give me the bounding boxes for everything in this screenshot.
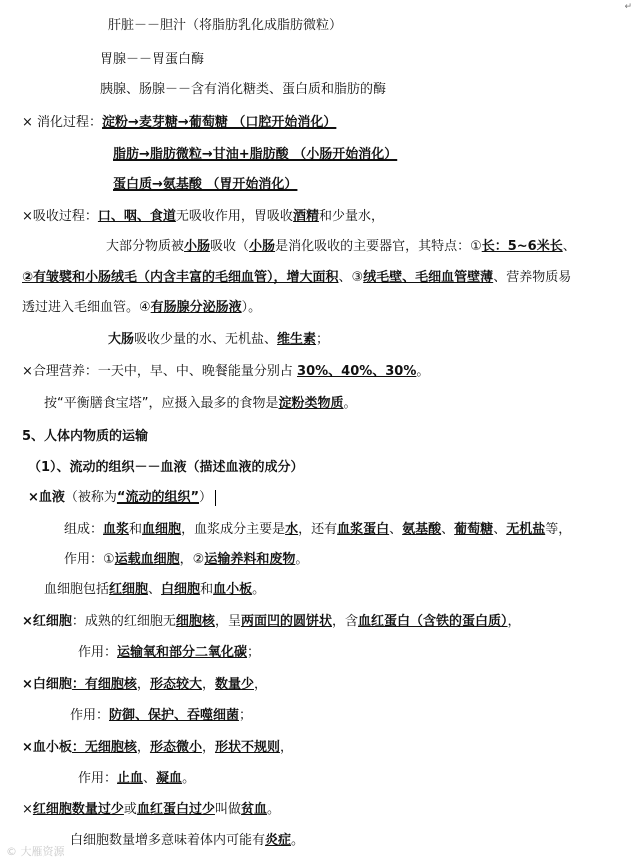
text-run: 脂肪→脂肪微粒→甘油+脂肪酸 （小肠开始消化） <box>113 147 398 162</box>
text-run: ，呈 <box>214 614 241 629</box>
text-run: 胃腺－－胃蛋白酶 <box>100 52 205 67</box>
text-run: 运载血细胞 <box>114 552 180 567</box>
text-line <box>78 769 195 789</box>
text-run: 维生素 <box>277 332 317 347</box>
text-run: ×合理营养：一天中，早、中、晚餐能量分别占 <box>22 364 298 379</box>
text-run: 蛋白质→氨基酸 （胃开始消化） <box>113 177 298 192</box>
text-run: 白细胞数量增多意味着体内可能有 <box>70 833 266 848</box>
text-run: ； <box>239 708 253 723</box>
text-run: 30%、40%、30% <box>297 364 417 379</box>
text-run: 和少量水， <box>318 209 384 224</box>
text-run: 形状不规则 <box>214 740 280 755</box>
text-run: 淀粉→麦芽糖→葡萄糖 （口腔开始消化） <box>102 115 337 130</box>
text-line <box>22 298 261 318</box>
text-line <box>108 330 329 350</box>
text-run: ， <box>201 740 215 755</box>
text-run: （被称为 <box>64 490 117 505</box>
text-run: 炎症 <box>265 833 292 848</box>
text-run: 淀粉类物质 <box>278 396 344 411</box>
text-run: 。 <box>295 552 309 567</box>
text-run: 血红蛋白（含铁的蛋白质） <box>357 614 508 629</box>
text-run: 红细胞 <box>109 582 149 597</box>
text-run: 氨基酸 <box>402 522 442 537</box>
text-run: 、营养物质易 <box>493 270 572 285</box>
text-run: 5、人体内物质的运输 <box>22 429 149 444</box>
text-run: ， <box>136 677 150 692</box>
text-run: 绒毛壁、毛细血管壁薄 <box>363 270 494 285</box>
text-line <box>100 80 386 100</box>
text-run: “流动的组织” <box>116 490 200 505</box>
text-run: 、 <box>143 771 157 786</box>
text-run: ：成熟的红细胞无 <box>71 614 176 629</box>
text-run: 水 <box>285 522 299 537</box>
text-run: 、③ <box>338 270 364 285</box>
text-run: 和 <box>200 582 214 597</box>
text-line <box>106 237 576 257</box>
text-run: 。 <box>291 833 305 848</box>
text-run: 。 <box>266 802 280 817</box>
text-run: 。 <box>416 364 430 379</box>
text-line <box>22 268 571 288</box>
text-run: ， <box>201 677 215 692</box>
text-run: 作用： <box>78 645 118 660</box>
text-run: 无机盐 <box>506 522 546 537</box>
text-run: ，血浆成分主要是 <box>181 522 286 537</box>
text-line <box>64 520 571 540</box>
text-run: 血浆蛋白 <box>337 522 390 537</box>
text-run: 白细胞 <box>161 582 201 597</box>
text-line <box>78 643 260 663</box>
text-run: 作用：① <box>64 552 115 567</box>
text-line <box>22 800 280 820</box>
text-run: ） <box>199 490 213 505</box>
text-run: 细胞核 <box>175 614 215 629</box>
text-run: ， <box>279 740 293 755</box>
text-run: 、 <box>441 522 455 537</box>
text-run: ×白细胞 <box>22 677 72 692</box>
text-line <box>64 550 308 570</box>
text-run: ； <box>247 645 261 660</box>
text-run: 叫做 <box>214 802 241 817</box>
text-run: （1）、流动的组织－－血液（描述血液的成分） <box>28 460 304 475</box>
text-run: 等， <box>545 522 572 537</box>
text-run: ：有细胞核 <box>71 677 137 692</box>
text-line <box>44 394 357 414</box>
text-run: 组成： <box>64 522 104 537</box>
text-run: ②有皱襞和小肠绒毛（内含丰富的毛细血管），增大面积 <box>22 270 339 285</box>
text-line <box>70 831 304 851</box>
text-cursor <box>215 490 216 506</box>
text-line <box>28 458 304 478</box>
text-line <box>22 612 521 632</box>
text-run: 、 <box>493 522 507 537</box>
text-run: 、 <box>389 522 403 537</box>
text-run: 或 <box>123 802 137 817</box>
text-run: 止血 <box>117 771 144 786</box>
text-run: ）。 <box>241 300 262 315</box>
text-run: 血小板 <box>213 582 253 597</box>
text-line <box>22 738 293 758</box>
text-run: ，② <box>179 552 205 567</box>
text-run: 贫血 <box>240 802 267 817</box>
text-run: 胰腺、肠腺－－含有消化糖类、蛋白质和脂肪的酶 <box>100 82 387 97</box>
text-line <box>22 113 336 133</box>
text-run: 形态微小 <box>149 740 202 755</box>
text-run: ×红细胞 <box>22 614 72 629</box>
text-run: 有肠腺分泌肠液 <box>150 300 242 315</box>
text-run: 长：5~6米长 <box>481 239 563 254</box>
text-run: ，含 <box>331 614 358 629</box>
text-run: ，还有 <box>298 522 338 537</box>
paragraph-mark: ↵ <box>624 2 632 12</box>
text-run: 作用： <box>70 708 110 723</box>
text-run: ×吸收过程： <box>22 209 98 224</box>
text-run: 、 <box>562 239 576 254</box>
text-line <box>22 427 148 447</box>
text-run: 大部分物质被 <box>106 239 185 254</box>
text-run: 大肠 <box>108 332 135 347</box>
text-run: ：无细胞核 <box>71 740 137 755</box>
text-run: 。 <box>343 396 357 411</box>
text-run: 是消化吸收的主要器官，其特点：① <box>275 239 482 254</box>
text-run: 吸收（ <box>210 239 250 254</box>
text-run: 血红蛋白过少 <box>136 802 215 817</box>
text-run: 和 <box>129 522 143 537</box>
text-run: 血浆 <box>103 522 130 537</box>
text-run: 血细胞 <box>142 522 182 537</box>
text-run: 无吸收作用，胃吸收 <box>175 209 293 224</box>
text-run: 。 <box>182 771 196 786</box>
text-run: ； <box>316 332 330 347</box>
text-run: 肝脏－－胆汁（将脂肪乳化成脂肪微粒） <box>108 18 343 33</box>
text-run: 运输氧和部分二氧化碳 <box>117 645 248 660</box>
text-line <box>113 175 297 195</box>
text-run: 葡萄糖 <box>454 522 494 537</box>
text-run: 形态较大 <box>149 677 202 692</box>
text-run: 按“平衡膳食宝塔”，应摄入最多的食物是 <box>44 396 279 411</box>
text-line <box>22 362 429 382</box>
text-line <box>22 207 384 227</box>
text-run: 、 <box>148 582 162 597</box>
text-run: 作用： <box>78 771 118 786</box>
text-run: 红细胞数量过少 <box>32 802 124 817</box>
text-line <box>44 580 265 600</box>
text-run: ， <box>507 614 521 629</box>
text-run: 小肠 <box>249 239 276 254</box>
text-line <box>22 675 267 695</box>
text-run: 两面凹的圆饼状 <box>240 614 332 629</box>
text-run: 酒精 <box>292 209 319 224</box>
text-run: 数量少 <box>214 677 254 692</box>
text-line <box>100 50 204 70</box>
text-line <box>108 16 342 36</box>
text-run: 运输养料和废物 <box>204 552 296 567</box>
text-line <box>70 706 252 726</box>
watermark: © 大雁资源 <box>6 845 65 858</box>
text-run: ×血小板 <box>22 740 72 755</box>
text-run: ， <box>253 677 267 692</box>
text-run: 吸收少量的水、无机盐、 <box>134 332 278 347</box>
text-run: 透过进入毛细血管。④ <box>22 300 151 315</box>
text-run: 口、咽、食道 <box>97 209 176 224</box>
text-run: × <box>22 802 33 817</box>
text-line <box>28 488 216 508</box>
text-run: × 消化过程： <box>22 115 103 130</box>
text-run: 防御、保护、吞噬细菌 <box>109 708 240 723</box>
text-run: 凝血 <box>156 771 183 786</box>
text-run: 小肠 <box>184 239 211 254</box>
text-run: 血细胞包括 <box>44 582 110 597</box>
text-run: ×血液 <box>28 490 65 505</box>
text-run: 。 <box>252 582 266 597</box>
text-line <box>113 145 397 165</box>
text-run: ， <box>136 740 150 755</box>
